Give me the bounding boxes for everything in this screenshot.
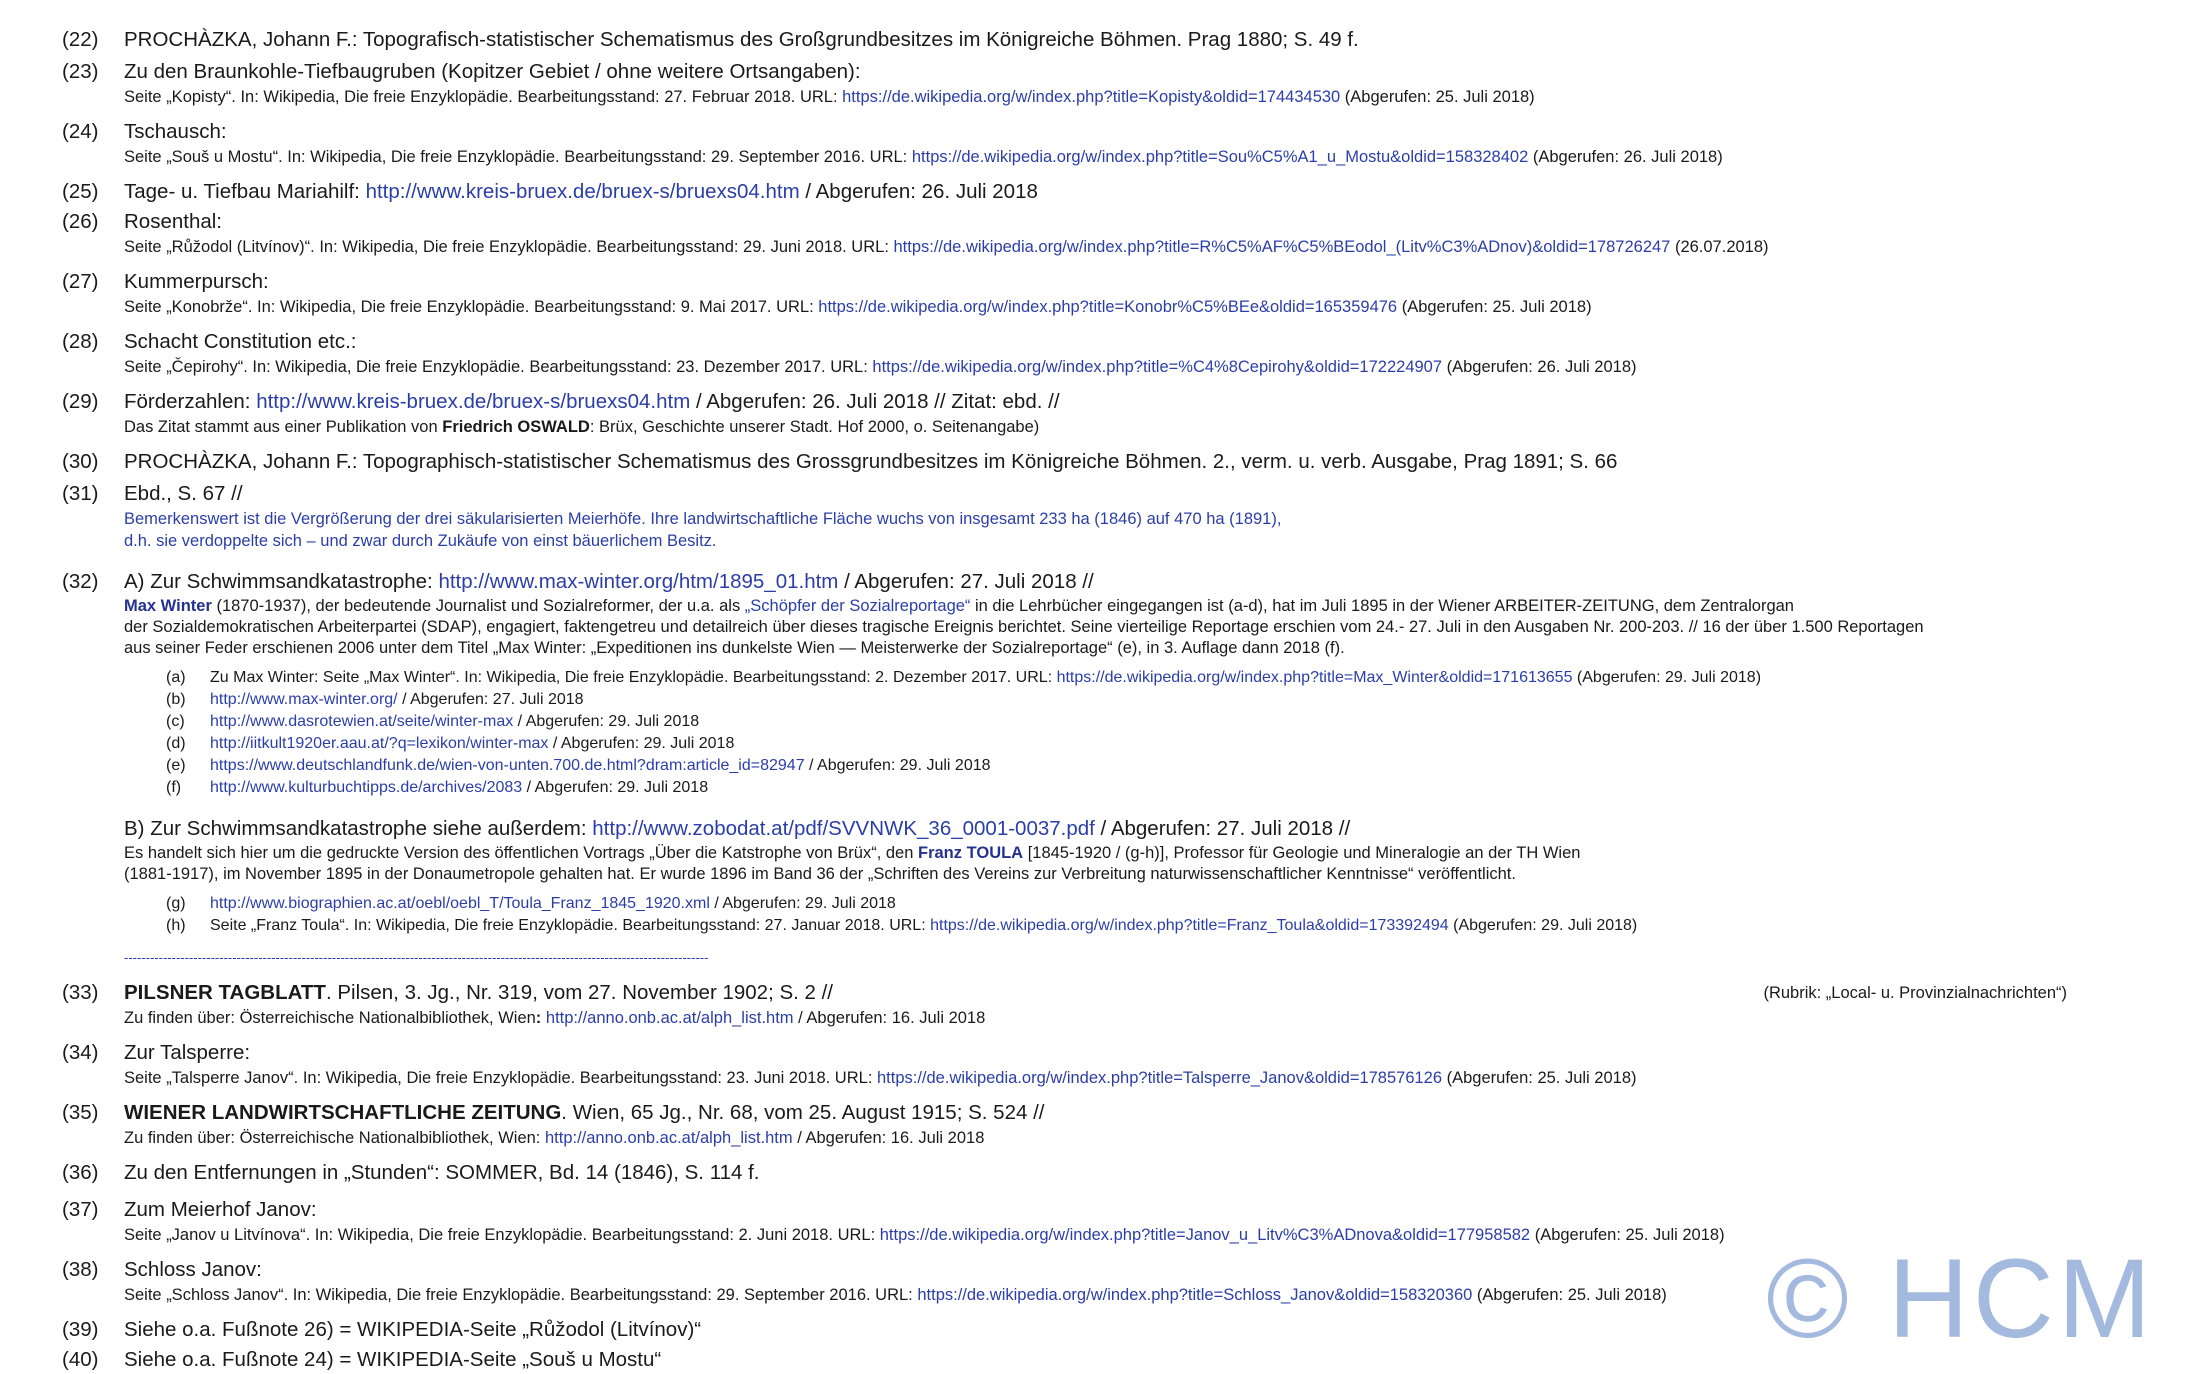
- footnote-entry-32: [62, 568, 2163, 977]
- sub-reference-list-b: [166, 893, 2163, 937]
- footnote-number: (36): [62, 1161, 99, 1184]
- footnote-text: [124, 178, 2163, 206]
- source-link[interactable]: http://www.biographien.ac.at/oebl/oebl_T/Toula_Franz_1845_1920.xml: [210, 895, 710, 912]
- source-link[interactable]: http://www.kulturbuchtipps.de/archives/2083: [210, 779, 523, 796]
- access-date: / Abgerufen: 29. Juli 2018: [513, 713, 700, 730]
- footnote-text: Zur Talsperre:: [124, 1041, 251, 1064]
- footnote-text: Rosenthal:: [124, 210, 223, 233]
- footnote-subtext: [124, 236, 2163, 259]
- footnote-number: (40): [62, 1348, 99, 1371]
- footnote-number: (31): [62, 482, 99, 505]
- source-link[interactable]: http://www.max-winter.org/: [210, 691, 398, 708]
- footnote-body: [124, 1159, 2163, 1187]
- footnote-body: [124, 328, 2163, 379]
- publication-details: . Wien, 65 Jg., Nr. 68, vom 25. August 1915; S. 524 //: [561, 1101, 1045, 1124]
- paragraph-text: (1870-1937), der bedeutende Journalist und Sozialreformer, der u.a. als: [211, 597, 745, 615]
- sub-reference-text: [210, 777, 2163, 799]
- source-link[interactable]: https://de.wikipedia.org/w/index.php?title=Konobr%C5%BEe&oldid=165359476: [818, 298, 1398, 316]
- footnote-number: (25): [62, 180, 99, 203]
- access-date: / Abgerufen: 26. Juli 2018: [799, 180, 1038, 203]
- footnote-entry-22: [62, 26, 2163, 54]
- sub-reference-key: (b): [166, 691, 186, 708]
- footnote-number: (38): [62, 1258, 99, 1281]
- citation-text: Zu Max Winter: Seite „Max Winter“. In: Wikipedia, Die freie Enzyklopädie. Bearbeitungsstand: 2. Dezember 2017. URL:: [210, 669, 1057, 686]
- sub-reference-key: (a): [166, 669, 186, 686]
- footnote-entry-26: [62, 208, 2163, 259]
- citation-text: Seite „Čepirohy“. In: Wikipedia, Die freie Enzyklopädie. Bearbeitungsstand: 23. Dezember 2017. URL:: [124, 358, 873, 376]
- footnote-entry-31: [62, 480, 2163, 552]
- footnote-body: [124, 58, 2163, 109]
- source-link[interactable]: http://www.kreis-bruex.de/bruex-s/bruexs04.htm: [365, 180, 800, 203]
- access-date: (Abgerufen: 25. Juli 2018): [1397, 298, 1592, 316]
- sub-reference-key: (e): [166, 757, 186, 774]
- citation-text: Zu finden über: Österreichische Nationalbibliothek, Wien:: [124, 1129, 545, 1147]
- sub-reference-item: [166, 915, 2163, 937]
- sub-reference-item: [166, 689, 2163, 711]
- watermark: © HCM: [1766, 1236, 2155, 1361]
- footnote-number: (37): [62, 1198, 99, 1221]
- source-link[interactable]: https://de.wikipedia.org/w/index.php?title=R%C5%AF%C5%BEodol_(Litv%C3%ADnov)&oldid=178726247: [893, 238, 1671, 256]
- sub-reference-text: [210, 667, 2163, 689]
- citation-text: Förderzahlen:: [124, 390, 257, 413]
- sub-reference-text: [210, 755, 2163, 777]
- citation-text: Das Zitat stammt aus einer Publikation von: [124, 418, 443, 436]
- footnote-entry-28: [62, 328, 2163, 379]
- toula-paragraph-line-2: (1881-1917), im November 1895 in der Donaumetropole gehalten hat. Er wurde 1896 im Band 36 der „Schriften des Vereins zur Verbreitung naturwissenschaftlicher Kenntnisse“ veröffentlicht.: [124, 865, 1516, 883]
- footnote-text: Siehe o.a. Fußnote 26) = WIKIPEDIA-Seite „Růžodol (Litvínov)“: [124, 1318, 702, 1341]
- footnote-number: (39): [62, 1318, 99, 1341]
- source-link[interactable]: https://de.wikipedia.org/w/index.php?title=%C4%8Cepirohy&oldid=172224907: [872, 358, 1443, 376]
- sub-reference-key: (c): [166, 713, 185, 730]
- sub-reference-text: [210, 733, 2163, 755]
- access-date: (Abgerufen: 29. Juli 2018): [1572, 669, 1762, 686]
- citation-text: Seite „Talsperre Janov“. In: Wikipedia, Die freie Enzyklopädie. Bearbeitungsstand: 23. Juni 2018. URL:: [124, 1069, 877, 1087]
- sub-reference-item: [166, 893, 2163, 915]
- footnote-subtext: [124, 1007, 2163, 1030]
- citation-text: Zu finden über: Österreichische Nationalbibliothek, Wien: [124, 1009, 536, 1027]
- sub-reference-text: [210, 915, 2163, 937]
- sub-reference-item: [166, 755, 2163, 777]
- source-link[interactable]: http://iitkult1920er.aau.at/?q=lexikon/winter-max: [210, 735, 549, 752]
- footnote-section-a: [124, 568, 2163, 596]
- footnote-number: (24): [62, 120, 99, 143]
- source-link[interactable]: http://anno.onb.ac.at/alph_list.htm: [545, 1009, 794, 1027]
- footnote-entry-33: [62, 979, 2163, 1030]
- sub-reference-item: [166, 667, 2163, 689]
- sub-reference-item: [166, 733, 2163, 755]
- access-date: (Abgerufen: 25. Juli 2018): [1340, 88, 1535, 106]
- footnote-text: Schloss Janov:: [124, 1258, 262, 1281]
- sub-reference-text: [210, 689, 2163, 711]
- footnote-number: (35): [62, 1101, 99, 1124]
- source-link[interactable]: https://de.wikipedia.org/w/index.php?title=Franz_Toula&oldid=173392494: [930, 917, 1449, 934]
- footnote-text: Siehe o.a. Fußnote 24) = WIKIPEDIA-Seite „Souš u Mostu“: [124, 1348, 662, 1371]
- sub-reference-item: [166, 711, 2163, 733]
- footnote-entry-27: [62, 268, 2163, 319]
- footnote-text: PROCHÀZKA, Johann F.: Topographisch-statistischer Schematismus des Grossgrundbesitzes im Königreiche Böhmen. 2., verm. u. verb. Ausgabe, Prag 1891; S. 66: [124, 450, 1618, 473]
- access-date: / Abgerufen: 29. Juli 2018: [804, 757, 991, 774]
- source-link[interactable]: https://de.wikipedia.org/w/index.php?title=Sou%C5%A1_u_Mostu&oldid=158328402: [911, 148, 1529, 166]
- section-a-label: A) Zur Schwimmsandkatastrophe:: [124, 570, 439, 593]
- biography-paragraph-line-1: [124, 596, 2163, 617]
- source-link[interactable]: https://www.deutschlandfunk.de/wien-von-unten.700.de.html?dram:article_id=82947: [210, 757, 805, 774]
- footnote-body: [124, 178, 2163, 206]
- footnote-number: (29): [62, 390, 99, 413]
- footnote-text: Zu den Entfernungen in „Stunden“: SOMMER, Bd. 14 (1846), S. 114 f.: [124, 1161, 760, 1184]
- footnote-body: [124, 208, 2163, 259]
- access-date: (Abgerufen: 25. Juli 2018): [1472, 1286, 1667, 1304]
- footnote-entry-35: [62, 1099, 2163, 1150]
- sub-reference-key: (g): [166, 895, 186, 912]
- source-link[interactable]: https://de.wikipedia.org/w/index.php?title=Janov_u_Litv%C3%ADnova&oldid=177958582: [879, 1226, 1531, 1244]
- source-link[interactable]: http://www.max-winter.org/htm/1895_01.htm: [438, 570, 839, 593]
- paragraph-text: Es handelt sich hier um die gedruckte Version des öffentlichen Vortrags „Über die Katstrophe von Brüx“, den: [124, 844, 918, 862]
- source-link[interactable]: http://www.dasrotewien.at/seite/winter-max: [210, 713, 514, 730]
- access-date: / Abgerufen: 27. Juli 2018 //: [1094, 817, 1351, 840]
- footnote-number: (32): [62, 570, 99, 593]
- biography-paragraph-line-3: aus seiner Feder erschienen 2006 unter dem Titel „Max Winter: „Expeditionen ins dunkelste Wien — Meisterwerke der Sozialreportage“ (e), in 3. Auflage dann 2018 (f).: [124, 639, 1345, 657]
- access-date: / Abgerufen: 16. Juli 2018: [793, 1009, 986, 1027]
- sub-reference-key: (h): [166, 917, 186, 934]
- footnote-subtext: [124, 146, 2163, 169]
- access-date: (Abgerufen: 25. Juli 2018): [1442, 1069, 1637, 1087]
- footnote-entry-30: [62, 448, 2163, 476]
- citation-rest: : Brüx, Geschichte unserer Stadt. Hof 2000, o. Seitenangabe): [589, 418, 1040, 436]
- access-date: (Abgerufen: 29. Juli 2018): [1448, 917, 1638, 934]
- footnote-body: [124, 568, 2163, 977]
- citation-text: Seite „Konobrže“. In: Wikipedia, Die freie Enzyklopädie. Bearbeitungsstand: 9. Mai 2017. URL:: [124, 298, 819, 316]
- toula-paragraph-line-1: [124, 843, 2163, 864]
- sub-reference-key: (d): [166, 735, 186, 752]
- footnote-number: (22): [62, 28, 99, 51]
- access-date: / Abgerufen: 29. Juli 2018: [709, 895, 896, 912]
- sub-reference-text: [210, 893, 2163, 915]
- footnote-number: (30): [62, 450, 99, 473]
- footnote-text: Kummerpursch:: [124, 270, 269, 293]
- access-date: (Abgerufen: 26. Juli 2018): [1442, 358, 1637, 376]
- access-date: / Abgerufen: 27. Juli 2018: [397, 691, 584, 708]
- footnote-body: [124, 1099, 2163, 1150]
- footnote-annotation-line-1: Bemerkenswert ist die Vergrößerung der drei säkularisierten Meierhöfe. Ihre landwirtschaftliche Fläche wuchs von insgesamt 233 ha (1846) auf 470 ha (1891),: [124, 510, 1282, 528]
- footnote-text: [124, 388, 2163, 416]
- citation-text: Seite „Schloss Janov“. In: Wikipedia, Die freie Enzyklopädie. Bearbeitungsstand: 29. September 2016. URL:: [124, 1286, 918, 1304]
- access-date: / Abgerufen: 29. Juli 2018: [522, 779, 709, 796]
- citation-text: Seite „Souš u Mostu“. In: Wikipedia, Die freie Enzyklopädie. Bearbeitungsstand: 29. September 2016. URL:: [124, 148, 912, 166]
- citation-text: Seite „Růžodol (Litvínov)“. In: Wikipedia, Die freie Enzyklopädie. Bearbeitungsstand: 29. Juni 2018. URL:: [124, 238, 894, 256]
- citation-colon: :: [535, 1009, 546, 1027]
- paragraph-text: [1845-1920 / (g-h)], Professor für Geologie und Mineralogie an der TH Wien: [1023, 844, 1581, 862]
- sub-reference-list-a: [166, 667, 2163, 799]
- source-link[interactable]: https://de.wikipedia.org/w/index.php?title=Talsperre_Janov&oldid=178576126: [876, 1069, 1443, 1087]
- footnote-section-b: [124, 815, 2163, 843]
- footnote-entry-36: [62, 1159, 2163, 1187]
- footnote-number: (28): [62, 330, 99, 353]
- footnote-entry-34: [62, 1039, 2163, 1090]
- footnote-subtext: [124, 356, 2163, 379]
- footnote-entry-29: [62, 388, 2163, 439]
- access-date: (26.07.2018): [1670, 238, 1769, 256]
- publication-title: WIENER LANDWIRTSCHAFTLICHE ZEITUNG: [124, 1101, 562, 1124]
- citation-text: Seite „Janov u Litvínova“. In: Wikipedia, Die freie Enzyklopädie. Bearbeitungsstand: 2. Juni 2018. URL:: [124, 1226, 880, 1244]
- citation-text: Tage- u. Tiefbau Mariahilf:: [124, 180, 366, 203]
- footnote-number: (26): [62, 210, 99, 233]
- access-date: / Abgerufen: 27. Juli 2018 //: [838, 570, 1094, 593]
- footnote-annotation-line-2: d.h. sie verdoppelte sich – und zwar durch Zukäufe von einst bäuerlichem Besitz.: [124, 532, 717, 550]
- sub-reference-key: (f): [166, 779, 182, 796]
- inline-link[interactable]: „Schöpfer der Sozialreportage“: [744, 597, 971, 615]
- footnote-subtext: [124, 86, 2163, 109]
- author-name: Friedrich OSWALD: [442, 418, 590, 436]
- footnote-text: Zum Meierhof Janov:: [124, 1198, 317, 1221]
- citation-text: Seite „Franz Toula“. In: Wikipedia, Die freie Enzyklopädie. Bearbeitungsstand: 27. Januar 2018. URL:: [210, 917, 931, 934]
- footnote-body: [124, 448, 2163, 476]
- section-b-label: B) Zur Schwimmsandkatastrophe siehe außerdem:: [124, 817, 593, 840]
- footnote-body: [124, 118, 2163, 169]
- footnote-body: [124, 388, 2163, 439]
- citation-text: Seite „Kopisty“. In: Wikipedia, Die freie Enzyklopädie. Bearbeitungsstand: 27. Februar 2018. URL:: [124, 88, 843, 106]
- footnote-number: (34): [62, 1041, 99, 1064]
- biography-paragraph-line-2: der Sozialdemokratischen Arbeiterpartei (SDAP), engagiert, faktengetreu und detailreich über dieses tragische Ereignis berichtet. Seine vierteilige Reportage erschien vom 24.- 27. Juli in den Ausgaben Nr. 200-203. // 16 der über 1.500 Reportagen: [124, 618, 1924, 636]
- paragraph-text: in die Lehrbücher eingegangen ist (a-d), hat im Juli 1895 in der Wiener ARBEITER-ZEITUNG, dem Zentralorgan: [970, 597, 1794, 615]
- footnote-text: Tschausch:: [124, 120, 227, 143]
- source-link[interactable]: https://de.wikipedia.org/w/index.php?title=Schloss_Janov&oldid=158320360: [917, 1286, 1473, 1304]
- access-date: / Abgerufen: 26. Juli 2018 // Zitat: ebd. //: [690, 390, 1060, 413]
- footnote-text: PROCHÀZKA, Johann F.: Topografisch-statistischer Schematismus des Großgrundbesitzes im Königreiche Böhmen. Prag 1880; S. 49 f.: [124, 28, 1359, 51]
- footnote-number: (33): [62, 981, 99, 1004]
- source-link[interactable]: http://anno.onb.ac.at/alph_list.htm: [544, 1129, 793, 1147]
- footnote-subtext: [124, 416, 2163, 439]
- footnote-entry-25: [62, 178, 2163, 206]
- access-date: (Abgerufen: 26. Juli 2018): [1528, 148, 1723, 166]
- footnote-body: [124, 1039, 2163, 1090]
- source-link[interactable]: http://www.zobodat.at/pdf/SVVNWK_36_0001-0037.pdf: [592, 817, 1095, 840]
- footnote-subtext: [124, 296, 2163, 319]
- publication-title: PILSNER TAGBLATT: [124, 981, 326, 1004]
- footnote-text: [124, 1099, 2163, 1127]
- sub-reference-text: [210, 711, 2163, 733]
- person-name: Max Winter: [124, 597, 212, 615]
- source-link[interactable]: http://www.kreis-bruex.de/bruex-s/bruexs04.htm: [256, 390, 691, 413]
- footnote-text: Schacht Constitution etc.:: [124, 330, 357, 353]
- footnote-text: Zu den Braunkohle-Tiefbaugruben (Kopitzer Gebiet / ohne weitere Ortsangaben):: [124, 60, 861, 83]
- footnote-body: [124, 26, 2163, 54]
- person-name: Franz TOULA: [917, 844, 1024, 862]
- footnote-entry-23: [62, 58, 2163, 109]
- access-date: / Abgerufen: 29. Juli 2018: [548, 735, 735, 752]
- footnote-subtext: [124, 1127, 2163, 1150]
- access-date: (Abgerufen: 25. Juli 2018): [1530, 1226, 1725, 1244]
- rubrik-note: (Rubrik: „Local- u. Provinzialnachrichten“): [1763, 984, 2067, 1002]
- publication-details: . Pilsen, 3. Jg., Nr. 319, vom 27. November 1902; S. 2 //: [325, 981, 834, 1004]
- access-date: / Abgerufen: 16. Juli 2018: [792, 1129, 985, 1147]
- footnote-subtext: [124, 1067, 2163, 1090]
- source-link[interactable]: https://de.wikipedia.org/w/index.php?title=Kopisty&oldid=174434530: [842, 88, 1341, 106]
- footnote-body: [124, 480, 2163, 552]
- sub-reference-item: [166, 777, 2163, 799]
- footnote-number: (27): [62, 270, 99, 293]
- footnote-body: [124, 268, 2163, 319]
- source-link[interactable]: https://de.wikipedia.org/w/index.php?title=Max_Winter&oldid=171613655: [1056, 669, 1573, 686]
- footnote-text: Ebd., S. 67 //: [124, 482, 243, 505]
- footnote-number: (23): [62, 60, 99, 83]
- footnote-entry-24: [62, 118, 2163, 169]
- section-divider: ---------------------------------------------------------------------------------------------------------------------------------------: [124, 951, 709, 965]
